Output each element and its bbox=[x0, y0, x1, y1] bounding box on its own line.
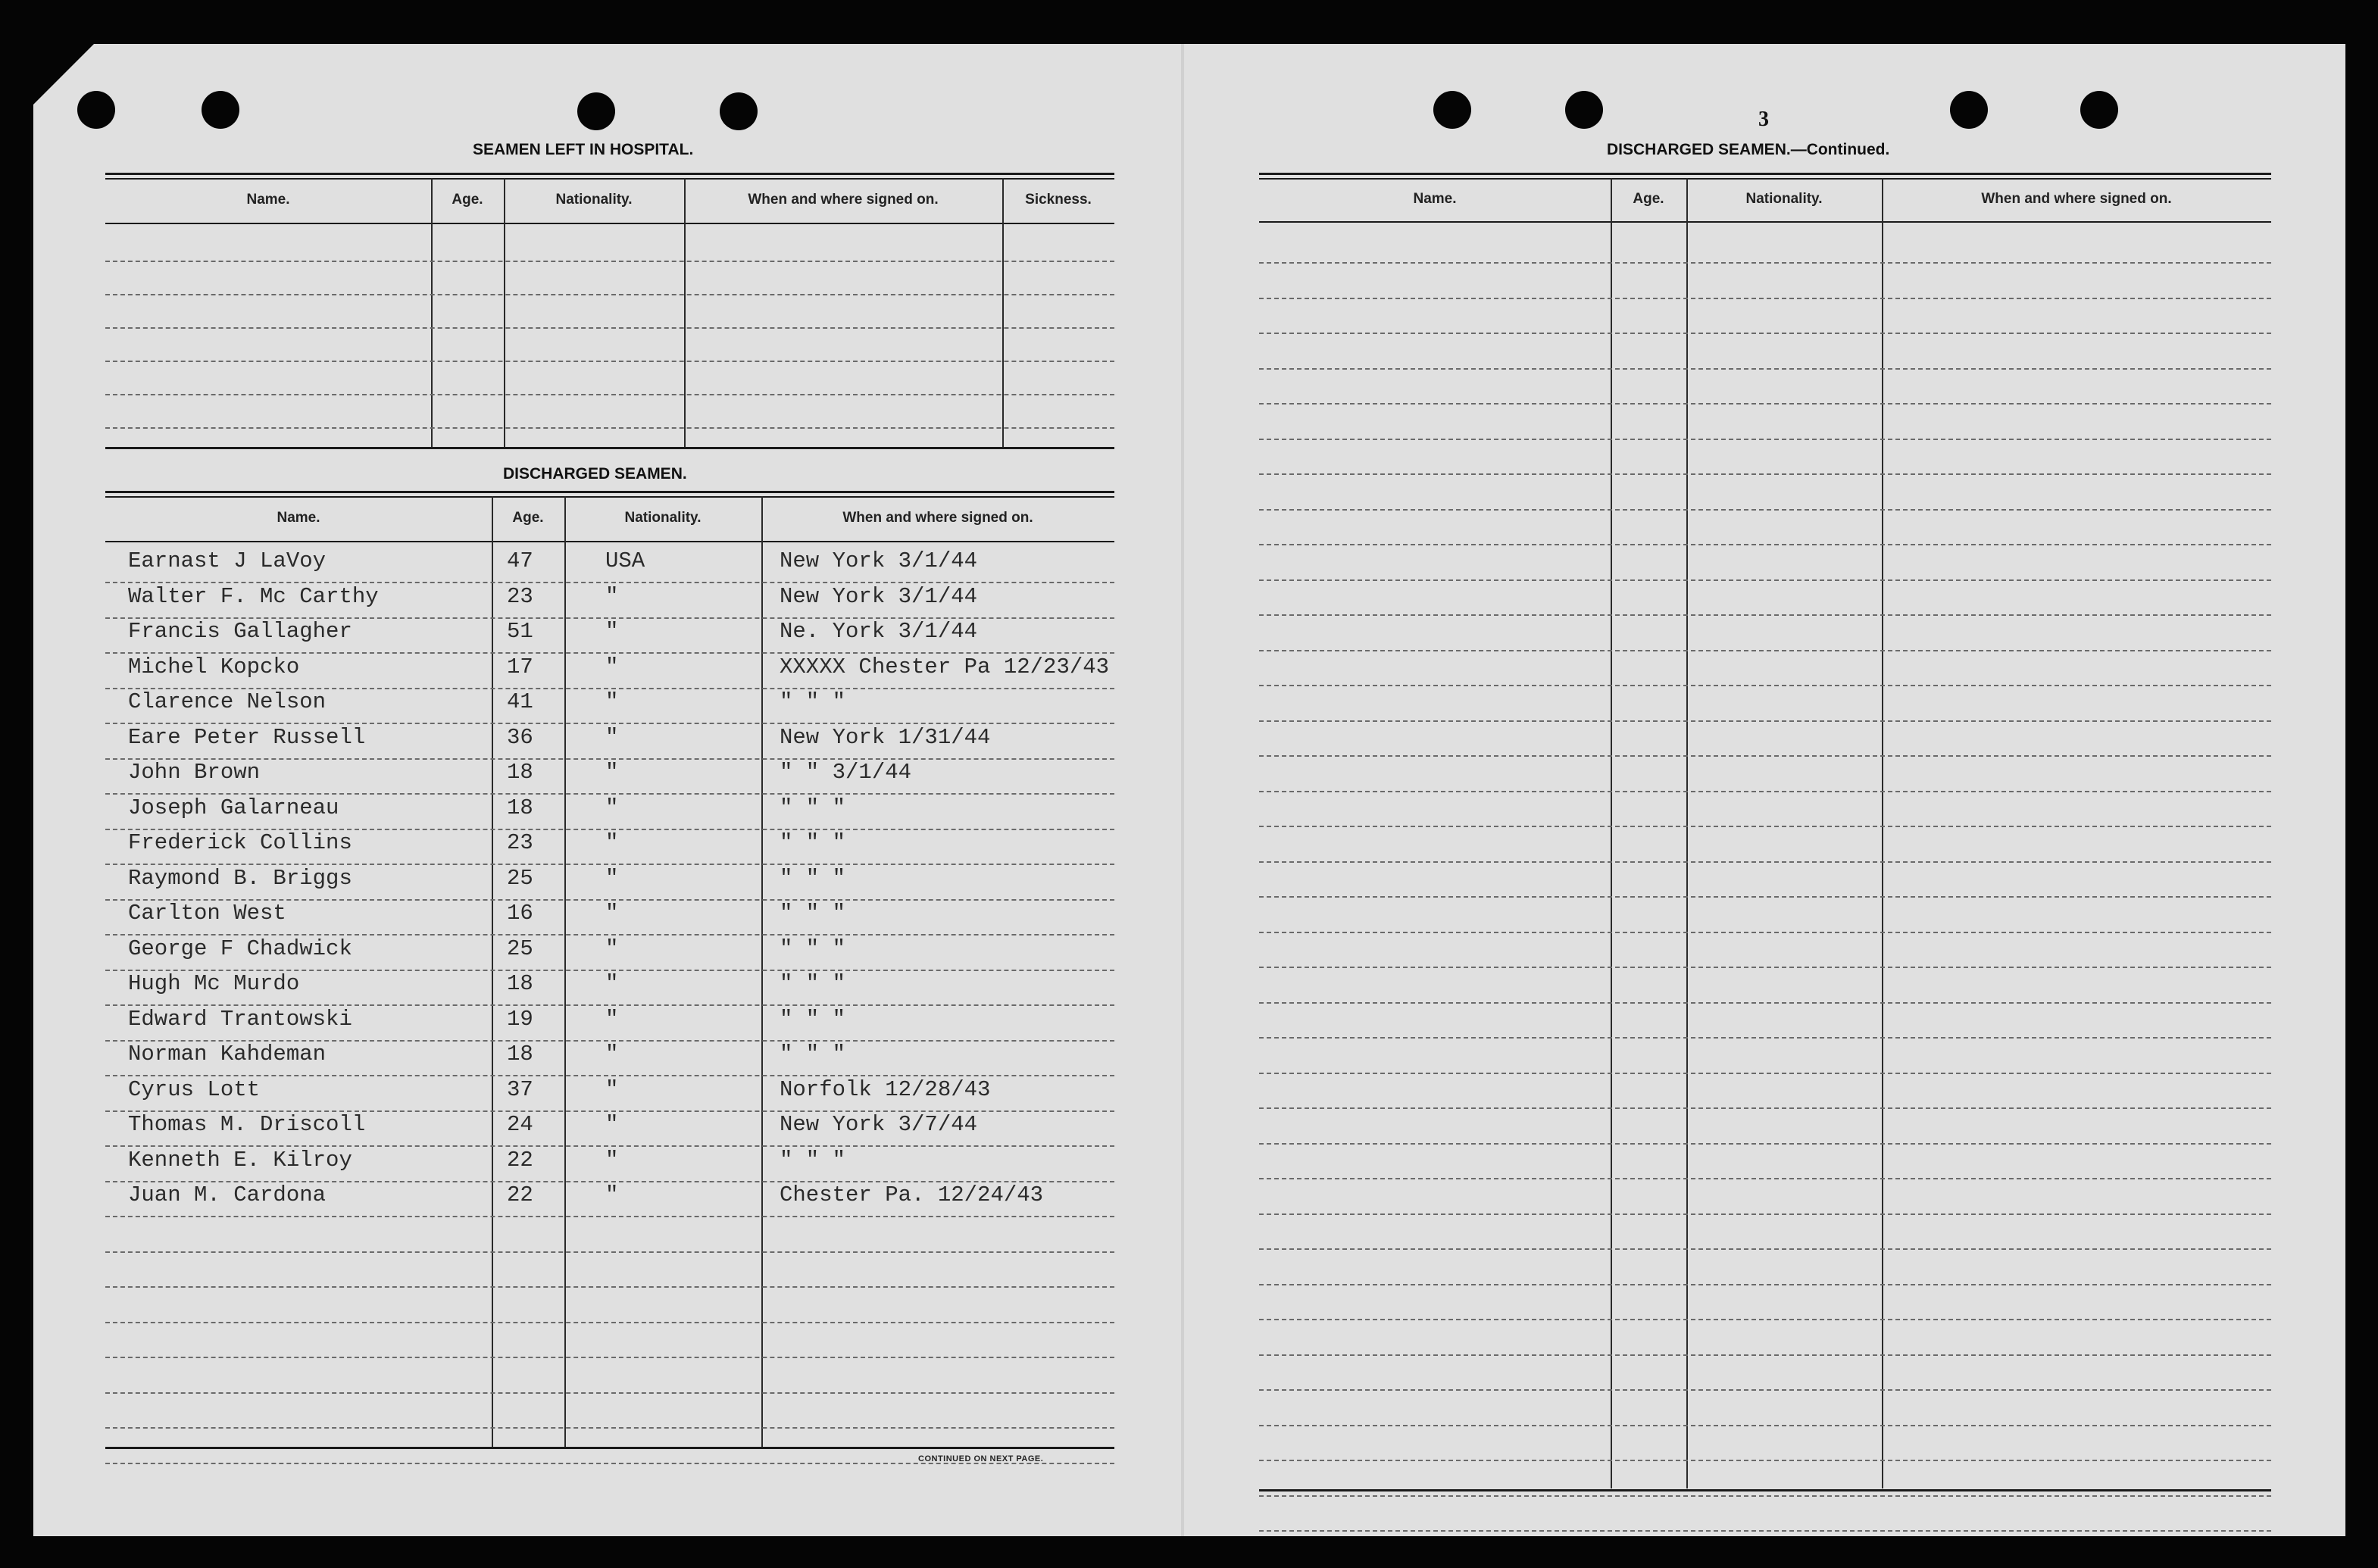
cell-name: Hugh Mc Murdo bbox=[128, 971, 300, 996]
hospital-col-nationality: Nationality. bbox=[555, 192, 633, 208]
ruled-line bbox=[1259, 1213, 2271, 1215]
cell-nationality: " bbox=[605, 619, 619, 644]
ruled-line bbox=[1259, 1389, 2271, 1391]
ruled-line bbox=[105, 1216, 1114, 1217]
ruled-line bbox=[1259, 1107, 2271, 1109]
ruled-line bbox=[1259, 650, 2271, 651]
ruled-line bbox=[1259, 403, 2271, 404]
cell-signed: " " " bbox=[780, 1006, 846, 1032]
cell-age: 23 bbox=[507, 583, 533, 609]
ruled-line bbox=[1259, 1248, 2271, 1250]
ruled-line bbox=[1259, 967, 2271, 968]
ruled-line bbox=[105, 793, 1114, 795]
cell-signed: " " " bbox=[780, 830, 846, 855]
cell-nationality: " bbox=[605, 865, 619, 891]
ruled-line bbox=[105, 1251, 1114, 1253]
ruled-line bbox=[1259, 1143, 2271, 1145]
cell-name: Carlton West bbox=[128, 901, 286, 926]
cell-signed: Chester Pa. 12/24/43 bbox=[780, 1182, 1044, 1207]
cell-nationality: " bbox=[605, 1112, 619, 1137]
ruled-line bbox=[1259, 1002, 2271, 1004]
cell-nationality: " bbox=[605, 760, 619, 785]
cell-nationality: " bbox=[605, 935, 619, 961]
cell-name: Kenneth E. Kilroy bbox=[128, 1147, 352, 1173]
ruled-line bbox=[1259, 614, 2271, 616]
cell-signed: " " " bbox=[780, 689, 846, 714]
ruled-line bbox=[1259, 1319, 2271, 1320]
cell-age: 18 bbox=[507, 1042, 533, 1067]
cell-signed: " " " bbox=[780, 1147, 846, 1173]
ruled-line bbox=[1259, 1460, 2271, 1461]
ruled-line bbox=[1259, 896, 2271, 898]
cell-name: Frederick Collins bbox=[128, 830, 352, 855]
discharged-col-nationality: Nationality. bbox=[624, 510, 702, 526]
ruled-line bbox=[1259, 473, 2271, 475]
register-sheet bbox=[33, 44, 2345, 1536]
page-number: 3 bbox=[1758, 108, 1769, 131]
cell-signed: New York 3/1/44 bbox=[780, 548, 978, 573]
cell-nationality: " bbox=[605, 830, 619, 855]
cell-age: 18 bbox=[507, 971, 533, 996]
cell-name: Francis Gallagher bbox=[128, 619, 352, 644]
ruled-line bbox=[1259, 509, 2271, 511]
ruled-line bbox=[1259, 1495, 2271, 1497]
ruled-line bbox=[105, 1322, 1114, 1323]
cell-age: 18 bbox=[507, 795, 533, 820]
ruled-line bbox=[1259, 791, 2271, 792]
hospital-col-name: Name. bbox=[246, 192, 290, 208]
ruled-line bbox=[1259, 333, 2271, 334]
ruled-line bbox=[1259, 685, 2271, 686]
cell-signed: " " " bbox=[780, 1042, 846, 1067]
cell-signed: " " 3/1/44 bbox=[780, 760, 912, 785]
discharged-section-title: DISCHARGED SEAMEN. bbox=[503, 465, 687, 483]
cell-age: 36 bbox=[507, 724, 533, 750]
ruled-line bbox=[105, 1075, 1114, 1076]
cell-nationality: USA bbox=[605, 548, 645, 573]
ruled-line bbox=[1259, 755, 2271, 757]
continued-note: CONTINUED ON NEXT PAGE. bbox=[918, 1454, 1044, 1463]
cell-nationality: " bbox=[605, 1076, 619, 1102]
hospital-col-sickness: Sickness. bbox=[1025, 192, 1092, 208]
cell-age: 22 bbox=[507, 1147, 533, 1173]
ruled-line bbox=[1259, 1354, 2271, 1356]
ruled-line bbox=[1259, 579, 2271, 581]
cell-name: Walter F. Mc Carthy bbox=[128, 583, 379, 609]
cell-age: 17 bbox=[507, 654, 533, 679]
cell-age: 23 bbox=[507, 830, 533, 855]
ruled-line bbox=[1259, 439, 2271, 440]
cell-nationality: " bbox=[605, 1147, 619, 1173]
cell-signed: " " " bbox=[780, 971, 846, 996]
right-discharged-table bbox=[1259, 173, 2320, 1498]
cell-name: Cyrus Lott bbox=[128, 1076, 261, 1102]
ruled-line bbox=[105, 1286, 1114, 1288]
cell-signed: " " " bbox=[780, 795, 846, 820]
cell-age: 19 bbox=[507, 1006, 533, 1032]
cell-age: 16 bbox=[507, 901, 533, 926]
discharged-col-age: Age. bbox=[512, 510, 544, 526]
ruled-line bbox=[105, 1357, 1114, 1358]
cell-name: Edward Trantowski bbox=[128, 1006, 352, 1032]
cell-age: 25 bbox=[507, 865, 533, 891]
cell-signed: XXXXX Chester Pa 12/23/43 bbox=[780, 654, 1110, 679]
cell-age: 37 bbox=[507, 1076, 533, 1102]
cell-nationality: " bbox=[605, 583, 619, 609]
ruled-line bbox=[1259, 1037, 2271, 1039]
cell-name: Clarence Nelson bbox=[128, 689, 327, 714]
ruled-line bbox=[1259, 1178, 2271, 1179]
right-col-signed: When and where signed on. bbox=[1981, 191, 2172, 207]
discharged-col-name: Name. bbox=[277, 510, 320, 526]
right-col-nationality: Nationality. bbox=[1745, 191, 1823, 207]
cell-name: Eare Peter Russell bbox=[128, 724, 366, 750]
cell-age: 41 bbox=[507, 689, 533, 714]
cell-signed: " " " bbox=[780, 935, 846, 961]
discharged-table bbox=[105, 491, 1148, 1491]
ruled-line bbox=[105, 723, 1114, 724]
ruled-line bbox=[105, 864, 1114, 865]
ruled-line bbox=[1259, 861, 2271, 863]
cell-signed: " " " bbox=[780, 865, 846, 891]
hospital-section-title: SEAMEN LEFT IN HOSPITAL. bbox=[473, 141, 694, 158]
ruled-line bbox=[1259, 826, 2271, 827]
cell-nationality: " bbox=[605, 1182, 619, 1207]
cell-age: 25 bbox=[507, 935, 533, 961]
cell-name: Thomas M. Driscoll bbox=[128, 1112, 366, 1137]
cell-signed: Ne. York 3/1/44 bbox=[780, 619, 978, 644]
cell-age: 18 bbox=[507, 760, 533, 785]
right-col-name: Name. bbox=[1413, 191, 1457, 207]
ruled-line bbox=[105, 1392, 1114, 1394]
ruled-line bbox=[1259, 720, 2271, 722]
ruled-line bbox=[105, 1427, 1114, 1429]
ruled-line bbox=[105, 934, 1114, 935]
right-col-age: Age. bbox=[1633, 191, 1664, 207]
ruled-line bbox=[105, 1004, 1114, 1006]
cell-signed: New York 1/31/44 bbox=[780, 724, 991, 750]
ruled-line bbox=[1259, 932, 2271, 933]
cell-nationality: " bbox=[605, 795, 619, 820]
cell-nationality: " bbox=[605, 901, 619, 926]
cell-name: Norman Kahdeman bbox=[128, 1042, 327, 1067]
ruled-line bbox=[105, 582, 1114, 583]
cell-nationality: " bbox=[605, 689, 619, 714]
left-page bbox=[33, 44, 1181, 1536]
cell-name: George F Chadwick bbox=[128, 935, 352, 961]
cell-signed: " " " bbox=[780, 901, 846, 926]
cell-nationality: " bbox=[605, 1042, 619, 1067]
ruled-line bbox=[105, 1145, 1114, 1147]
right-section-title: DISCHARGED SEAMEN.—Continued. bbox=[1607, 141, 1890, 158]
hospital-col-signed: When and where signed on. bbox=[748, 192, 939, 208]
ruled-line bbox=[1259, 1425, 2271, 1426]
ruled-line bbox=[1259, 1073, 2271, 1074]
cell-name: Raymond B. Briggs bbox=[128, 865, 352, 891]
cell-name: John Brown bbox=[128, 760, 261, 785]
ruled-line bbox=[1259, 1530, 2271, 1532]
cell-nationality: " bbox=[605, 971, 619, 996]
ruled-line bbox=[1259, 262, 2271, 264]
cell-name: Joseph Galarneau bbox=[128, 795, 339, 820]
cell-name: Earnast J LaVoy bbox=[128, 548, 327, 573]
cell-name: Michel Kopcko bbox=[128, 654, 300, 679]
cell-age: 24 bbox=[507, 1112, 533, 1137]
cell-name: Juan M. Cardona bbox=[128, 1182, 327, 1207]
ruled-line bbox=[1259, 1284, 2271, 1285]
ruled-line bbox=[1259, 298, 2271, 299]
right-page bbox=[1184, 44, 2345, 1536]
cell-age: 51 bbox=[507, 619, 533, 644]
cell-nationality: " bbox=[605, 724, 619, 750]
cell-age: 22 bbox=[507, 1182, 533, 1207]
discharged-col-signed: When and where signed on. bbox=[842, 510, 1033, 526]
cell-nationality: " bbox=[605, 654, 619, 679]
hospital-table bbox=[105, 173, 1148, 498]
cell-nationality: " bbox=[605, 1006, 619, 1032]
ruled-line bbox=[1259, 544, 2271, 545]
ruled-line bbox=[105, 652, 1114, 654]
hospital-col-age: Age. bbox=[452, 192, 483, 208]
cell-age: 47 bbox=[507, 548, 533, 573]
cell-signed: New York 3/1/44 bbox=[780, 583, 978, 609]
ruled-line bbox=[1259, 368, 2271, 370]
cell-signed: Norfolk 12/28/43 bbox=[780, 1076, 991, 1102]
cell-signed: New York 3/7/44 bbox=[780, 1112, 978, 1137]
